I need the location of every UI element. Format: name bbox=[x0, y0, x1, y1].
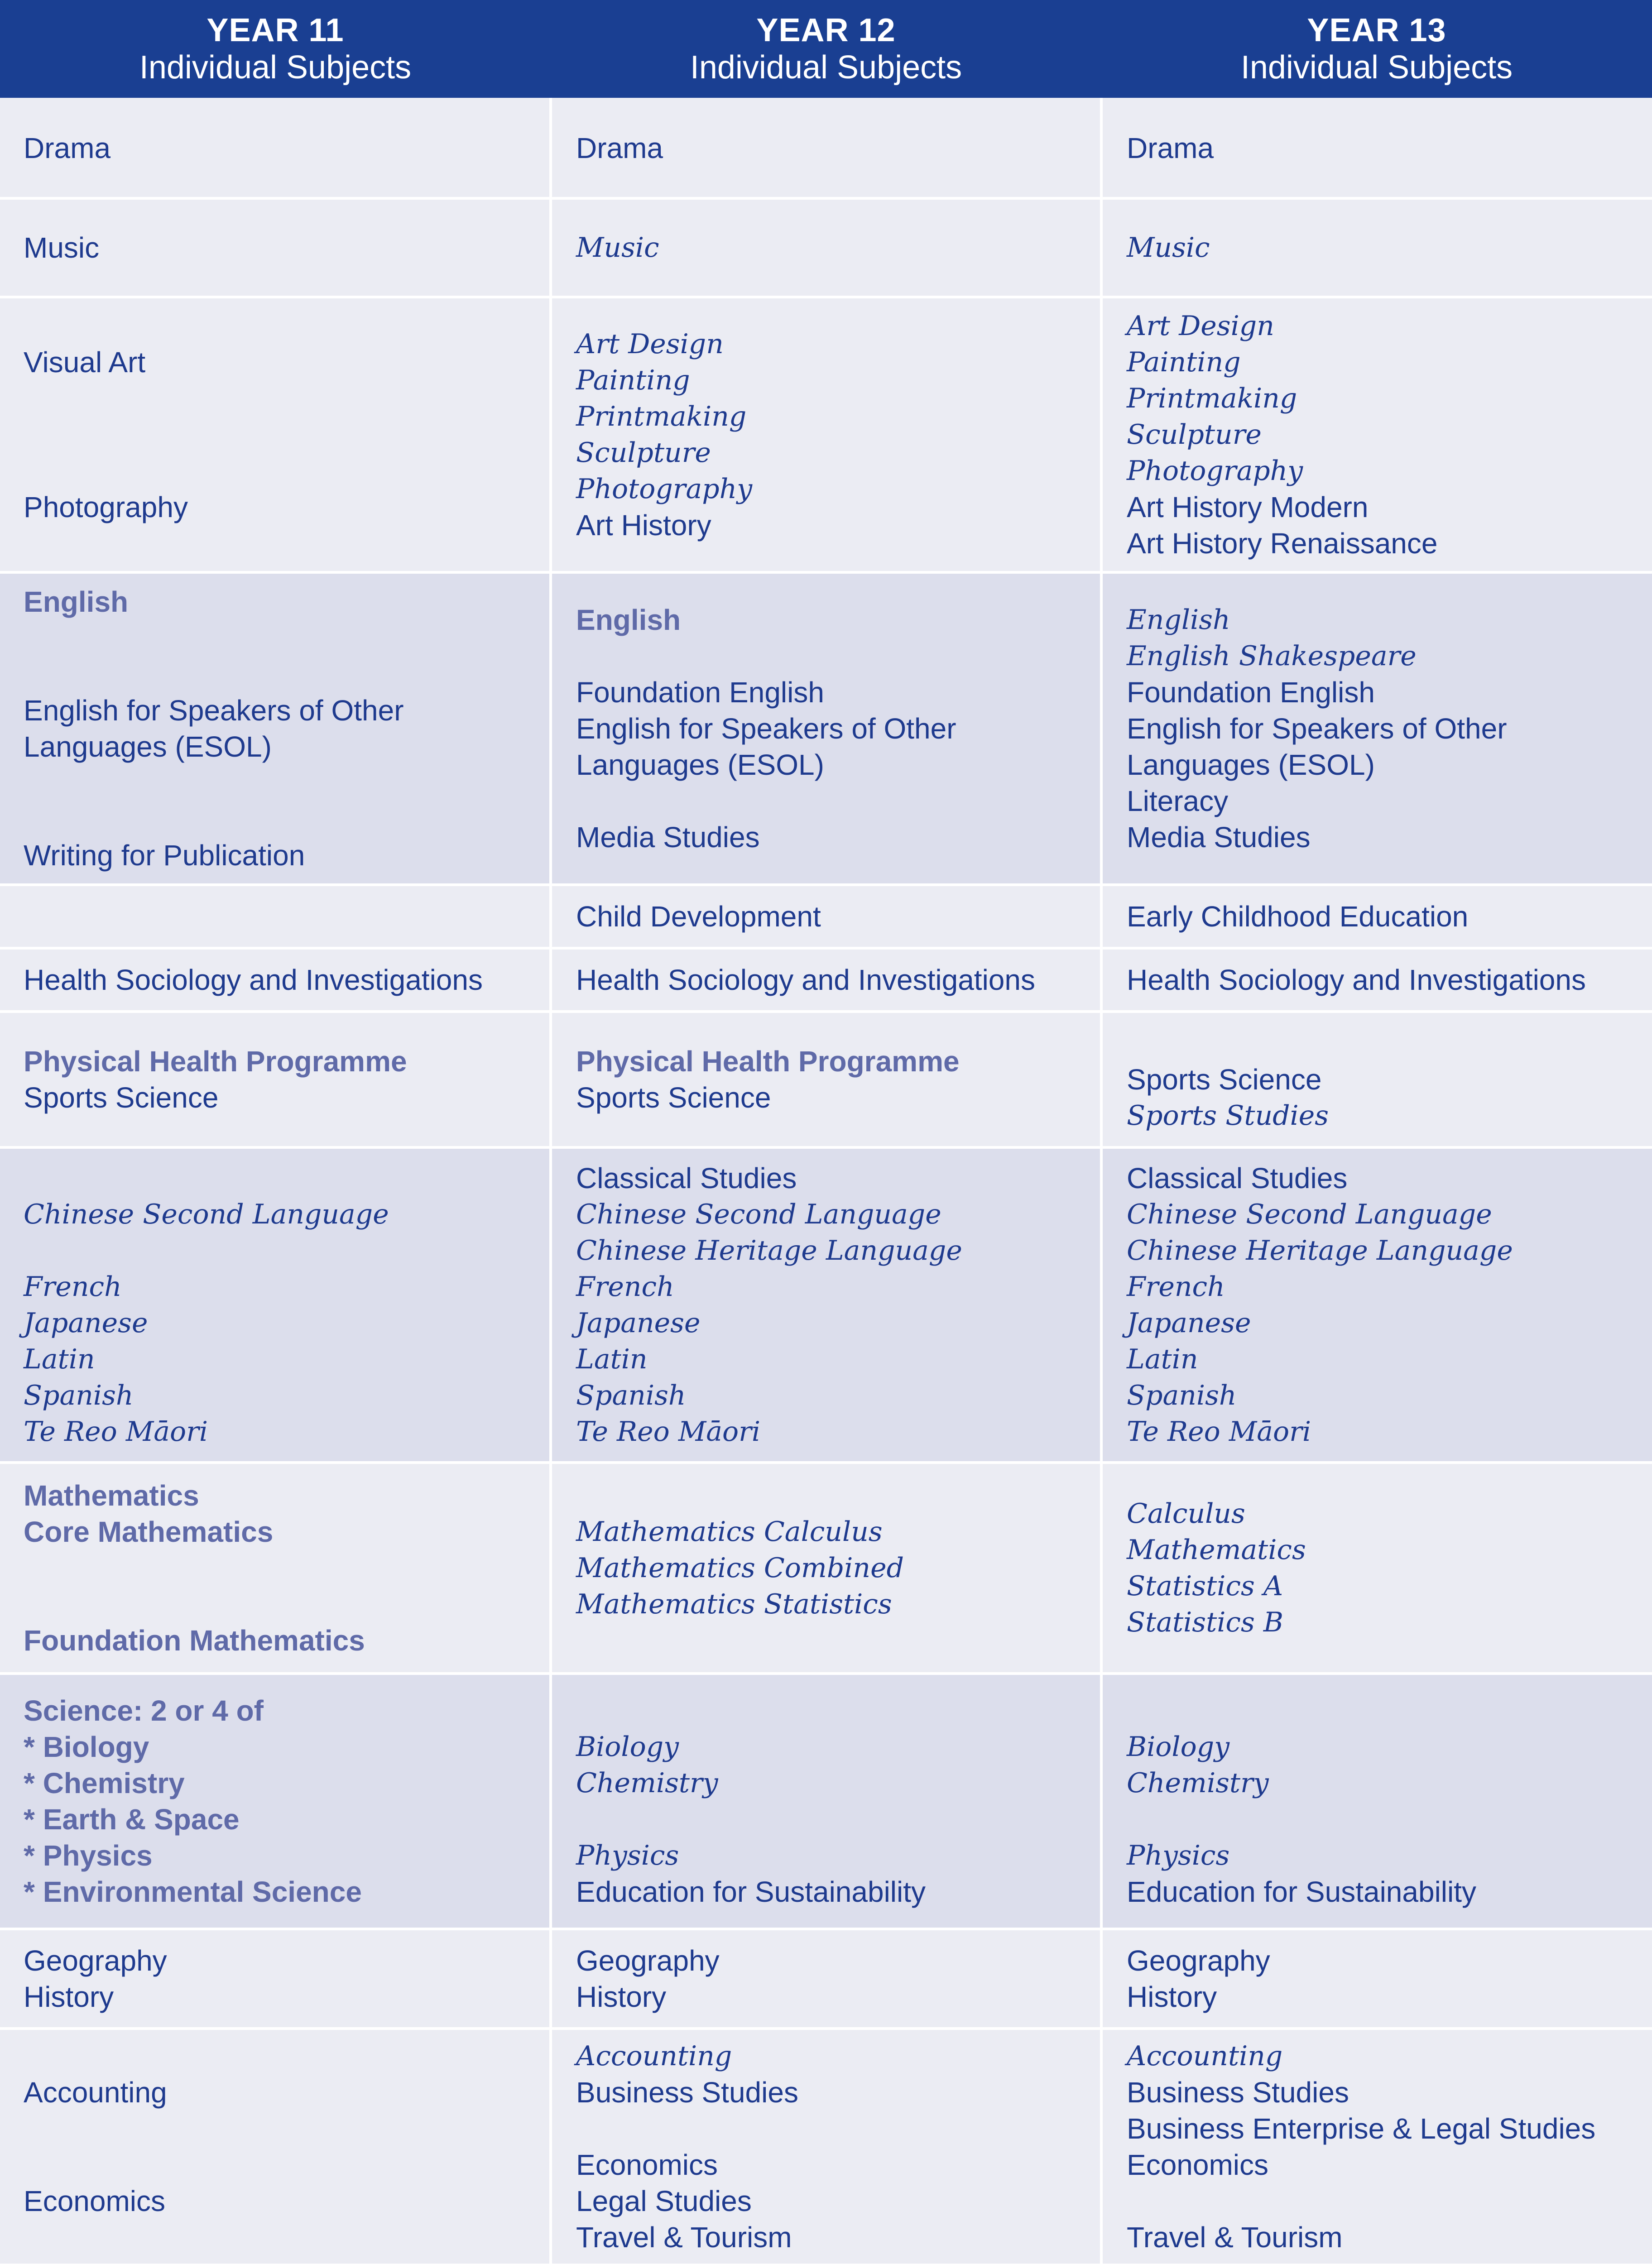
subject-name: Travel & Tourism bbox=[576, 2221, 792, 2254]
header-subtitle: Individual Subjects bbox=[1240, 49, 1513, 86]
subject-name: Economics bbox=[24, 2185, 165, 2217]
subject-name: Geography bbox=[24, 1944, 167, 1977]
subject-name: Physics bbox=[1127, 1840, 1230, 1871]
subject-name: Chinese Second Language bbox=[576, 1199, 941, 1230]
subject-name: Foundation Mathematics bbox=[24, 1624, 365, 1657]
subject-name: Art History Renaissance bbox=[1127, 527, 1438, 560]
subject-name: French bbox=[576, 1271, 674, 1303]
table-header bbox=[0, 0, 1652, 98]
subject-name: Calculus bbox=[1127, 1498, 1245, 1530]
column-divider bbox=[549, 98, 552, 2264]
subject-name: English for Speakers of Other bbox=[24, 694, 404, 727]
row-divider bbox=[0, 1928, 1652, 1930]
subject-name: Statistics B bbox=[1127, 1607, 1283, 1638]
row-divider bbox=[0, 2027, 1652, 2030]
subject-name: Health Sociology and Investigations bbox=[24, 964, 483, 996]
table-cell bbox=[1127, 198, 1643, 297]
subject-name: Japanese bbox=[576, 1307, 701, 1339]
subject-name: Sports Science bbox=[1127, 1063, 1322, 1096]
subject-name: Visual Art bbox=[24, 346, 146, 379]
subject-name: Languages (ESOL) bbox=[24, 730, 272, 763]
table-cell bbox=[1127, 885, 1643, 948]
subject-name: Te Reo Māori bbox=[1127, 1416, 1311, 1448]
subject-name: Latin bbox=[576, 1343, 648, 1375]
subject-name: Music bbox=[24, 231, 100, 264]
subject-name: Painting bbox=[1127, 346, 1241, 378]
table-cell bbox=[24, 572, 542, 885]
table-cell bbox=[1127, 948, 1643, 1012]
table-cell bbox=[24, 2029, 542, 2264]
table-cell bbox=[1127, 1674, 1643, 1929]
subject-name: Chinese Heritage Language bbox=[1127, 1235, 1513, 1266]
subject-name: Printmaking bbox=[1127, 383, 1297, 414]
row-divider bbox=[0, 1461, 1652, 1464]
table-cell bbox=[1127, 572, 1643, 885]
subject-name: Business Enterprise & Legal Studies bbox=[1127, 2112, 1596, 2145]
table-row bbox=[0, 1674, 1652, 1929]
subject-name: Japanese bbox=[24, 1307, 148, 1339]
subject-name: * Earth & Space bbox=[24, 1803, 240, 1836]
header-year: YEAR 12 bbox=[756, 12, 896, 48]
subject-name: Sports Science bbox=[24, 1081, 219, 1114]
subject-name: Latin bbox=[1127, 1343, 1198, 1375]
subject-name: Painting bbox=[576, 365, 690, 396]
subject-name: Chemistry bbox=[1127, 1767, 1269, 1799]
header-year: YEAR 13 bbox=[1307, 12, 1446, 48]
subject-name: Spanish bbox=[1127, 1380, 1237, 1411]
table-cell bbox=[24, 885, 542, 948]
subject-name: Mathematics bbox=[24, 1479, 199, 1512]
header-year-12 bbox=[551, 0, 1101, 98]
subject-name: Geography bbox=[1127, 1944, 1270, 1977]
subject-name: * Biology bbox=[24, 1731, 149, 1763]
subject-name: Photography bbox=[1127, 455, 1303, 487]
subject-name: Literacy bbox=[1127, 785, 1229, 817]
subject-name: Mathematics bbox=[1127, 1534, 1306, 1566]
subject-name: Science: 2 or 4 of bbox=[24, 1694, 264, 1727]
subject-name: English bbox=[1127, 604, 1230, 636]
subject-name: Writing for Publication bbox=[24, 839, 305, 872]
table-row bbox=[0, 297, 1652, 572]
subject-name: * Environmental Science bbox=[24, 1875, 362, 1908]
table-row bbox=[0, 572, 1652, 885]
subject-name: * Physics bbox=[24, 1839, 153, 1872]
table-cell bbox=[576, 1463, 1092, 1674]
subject-name: Media Studies bbox=[1127, 821, 1311, 854]
subject-name: English bbox=[576, 604, 681, 636]
subject-name: Latin bbox=[24, 1343, 95, 1375]
subject-name: English for Speakers of Other bbox=[1127, 712, 1507, 745]
subject-name: Sports Studies bbox=[1127, 1100, 1329, 1132]
row-divider bbox=[0, 296, 1652, 298]
subject-name: Music bbox=[1127, 232, 1210, 264]
subject-name: Chemistry bbox=[576, 1767, 718, 1799]
table-cell bbox=[576, 1674, 1092, 1929]
header-year-11 bbox=[0, 0, 551, 98]
subject-name: Drama bbox=[24, 132, 111, 164]
subject-name: English bbox=[24, 585, 129, 618]
table-cell bbox=[24, 297, 542, 572]
subject-name: Drama bbox=[1127, 132, 1214, 164]
table-cell bbox=[24, 1674, 542, 1929]
subject-name: English Shakespeare bbox=[1127, 640, 1417, 672]
subject-name: Mathematics Combined bbox=[576, 1552, 904, 1584]
table-cell bbox=[576, 198, 1092, 297]
table-cell bbox=[1127, 1012, 1643, 1147]
subject-name: Photography bbox=[576, 473, 753, 505]
subject-name: Business Studies bbox=[576, 2076, 798, 2109]
row-divider bbox=[0, 947, 1652, 950]
subject-name: Te Reo Māori bbox=[576, 1416, 761, 1448]
subject-name: Chinese Second Language bbox=[1127, 1199, 1492, 1230]
table-cell bbox=[1127, 297, 1643, 572]
table-cell bbox=[576, 297, 1092, 572]
subject-name: Education for Sustainability bbox=[1127, 1875, 1476, 1908]
table-cell bbox=[576, 572, 1092, 885]
subject-name: Economics bbox=[576, 2149, 718, 2181]
subject-name: Art Design bbox=[576, 328, 724, 360]
subject-name: Sculpture bbox=[1127, 419, 1262, 451]
subject-name: Biology bbox=[1127, 1731, 1230, 1763]
table-row bbox=[0, 2029, 1652, 2264]
subject-name: Accounting bbox=[576, 2040, 732, 2072]
row-divider bbox=[0, 1010, 1652, 1013]
subject-name: Classical Studies bbox=[1127, 1162, 1348, 1194]
row-divider bbox=[0, 571, 1652, 574]
subject-name: Education for Sustainability bbox=[576, 1875, 926, 1908]
subject-name: Drama bbox=[576, 132, 663, 164]
header-subtitle: Individual Subjects bbox=[139, 49, 412, 86]
subject-name: Languages (ESOL) bbox=[1127, 748, 1375, 781]
subject-name: Printmaking bbox=[576, 401, 747, 432]
table-cell bbox=[24, 98, 542, 198]
subject-name: Spanish bbox=[576, 1380, 686, 1411]
table-row bbox=[0, 198, 1652, 297]
table-row bbox=[0, 1147, 1652, 1463]
table-cell bbox=[576, 1012, 1092, 1147]
table-row bbox=[0, 1929, 1652, 2029]
table-row bbox=[0, 885, 1652, 948]
subject-name: Sculpture bbox=[576, 437, 711, 469]
subject-name: Health Sociology and Investigations bbox=[1127, 964, 1586, 996]
subject-name: Travel & Tourism bbox=[1127, 2221, 1343, 2254]
subject-name: Art History Modern bbox=[1127, 491, 1369, 523]
subject-name: Classical Studies bbox=[576, 1162, 797, 1194]
row-divider bbox=[0, 1672, 1652, 1675]
subject-name: Economics bbox=[1127, 2149, 1268, 2181]
table-cell bbox=[24, 1012, 542, 1147]
table-cell bbox=[576, 98, 1092, 198]
table-row bbox=[0, 98, 1652, 198]
subject-name: Legal Studies bbox=[576, 2185, 752, 2217]
table-cell bbox=[1127, 98, 1643, 198]
table-cell bbox=[24, 948, 542, 1012]
subject-name: Photography bbox=[24, 491, 188, 523]
subject-name: Japanese bbox=[1127, 1307, 1251, 1339]
subject-name: Health Sociology and Investigations bbox=[576, 964, 1035, 996]
table-cell bbox=[24, 1463, 542, 1674]
table-cell bbox=[576, 885, 1092, 948]
subject-name: French bbox=[24, 1271, 122, 1303]
table-cell bbox=[576, 2029, 1092, 2264]
table-cell bbox=[24, 198, 542, 297]
row-divider bbox=[0, 883, 1652, 886]
table-cell bbox=[1127, 1463, 1643, 1674]
table-row bbox=[0, 1012, 1652, 1147]
subject-name: History bbox=[576, 1981, 667, 2013]
subject-name: Art History bbox=[576, 509, 711, 542]
subject-name: Core Mathematics bbox=[24, 1516, 274, 1548]
table-cell bbox=[1127, 2029, 1643, 2264]
row-divider bbox=[0, 1146, 1652, 1149]
subject-name: Art Design bbox=[1127, 310, 1274, 342]
subject-name: French bbox=[1127, 1271, 1225, 1303]
subject-name: Music bbox=[576, 232, 659, 264]
subject-name: * Chemistry bbox=[24, 1767, 185, 1799]
header-year: YEAR 11 bbox=[206, 12, 344, 48]
table-row bbox=[0, 1463, 1652, 1674]
subject-name: Chinese Heritage Language bbox=[576, 1235, 962, 1266]
table-cell bbox=[576, 1929, 1092, 2029]
table-cell bbox=[24, 1147, 542, 1463]
table-cell bbox=[1127, 1929, 1643, 2029]
table-cell bbox=[576, 1147, 1092, 1463]
table-cell bbox=[576, 948, 1092, 1012]
table-cell bbox=[1127, 1147, 1643, 1463]
subject-name: History bbox=[1127, 1981, 1217, 2013]
subject-name: Te Reo Māori bbox=[24, 1416, 208, 1448]
subject-name: Mathematics Calculus bbox=[576, 1516, 883, 1548]
table-cell bbox=[24, 1929, 542, 2029]
header-subtitle: Individual Subjects bbox=[690, 49, 962, 86]
subject-name: Languages (ESOL) bbox=[576, 748, 824, 781]
subject-name: Physics bbox=[576, 1840, 679, 1871]
header-year-13 bbox=[1101, 0, 1652, 98]
subject-name: History bbox=[24, 1981, 114, 2013]
subject-name: Geography bbox=[576, 1944, 720, 1977]
subject-name: Foundation English bbox=[576, 676, 824, 709]
subject-name: Biology bbox=[576, 1731, 679, 1763]
column-divider bbox=[1100, 98, 1103, 2264]
subject-name: Early Childhood Education bbox=[1127, 900, 1469, 933]
subject-name: Spanish bbox=[24, 1380, 134, 1411]
subject-name: Mathematics Statistics bbox=[576, 1588, 892, 1620]
subject-name: Child Development bbox=[576, 900, 821, 933]
subject-name: Physical Health Programme bbox=[24, 1045, 407, 1078]
subject-name: Foundation English bbox=[1127, 676, 1375, 709]
subject-name: English for Speakers of Other bbox=[576, 712, 956, 745]
row-divider bbox=[0, 197, 1652, 200]
subject-name: Accounting bbox=[24, 2076, 167, 2109]
subject-name: Accounting bbox=[1127, 2040, 1283, 2072]
subject-name: Business Studies bbox=[1127, 2076, 1349, 2109]
subject-name: Statistics A bbox=[1127, 1570, 1283, 1602]
subject-name: Sports Science bbox=[576, 1081, 771, 1114]
subject-name: Physical Health Programme bbox=[576, 1045, 960, 1078]
table-row bbox=[0, 948, 1652, 1012]
subject-name: Chinese Second Language bbox=[24, 1199, 389, 1230]
subject-name: Media Studies bbox=[576, 821, 760, 854]
